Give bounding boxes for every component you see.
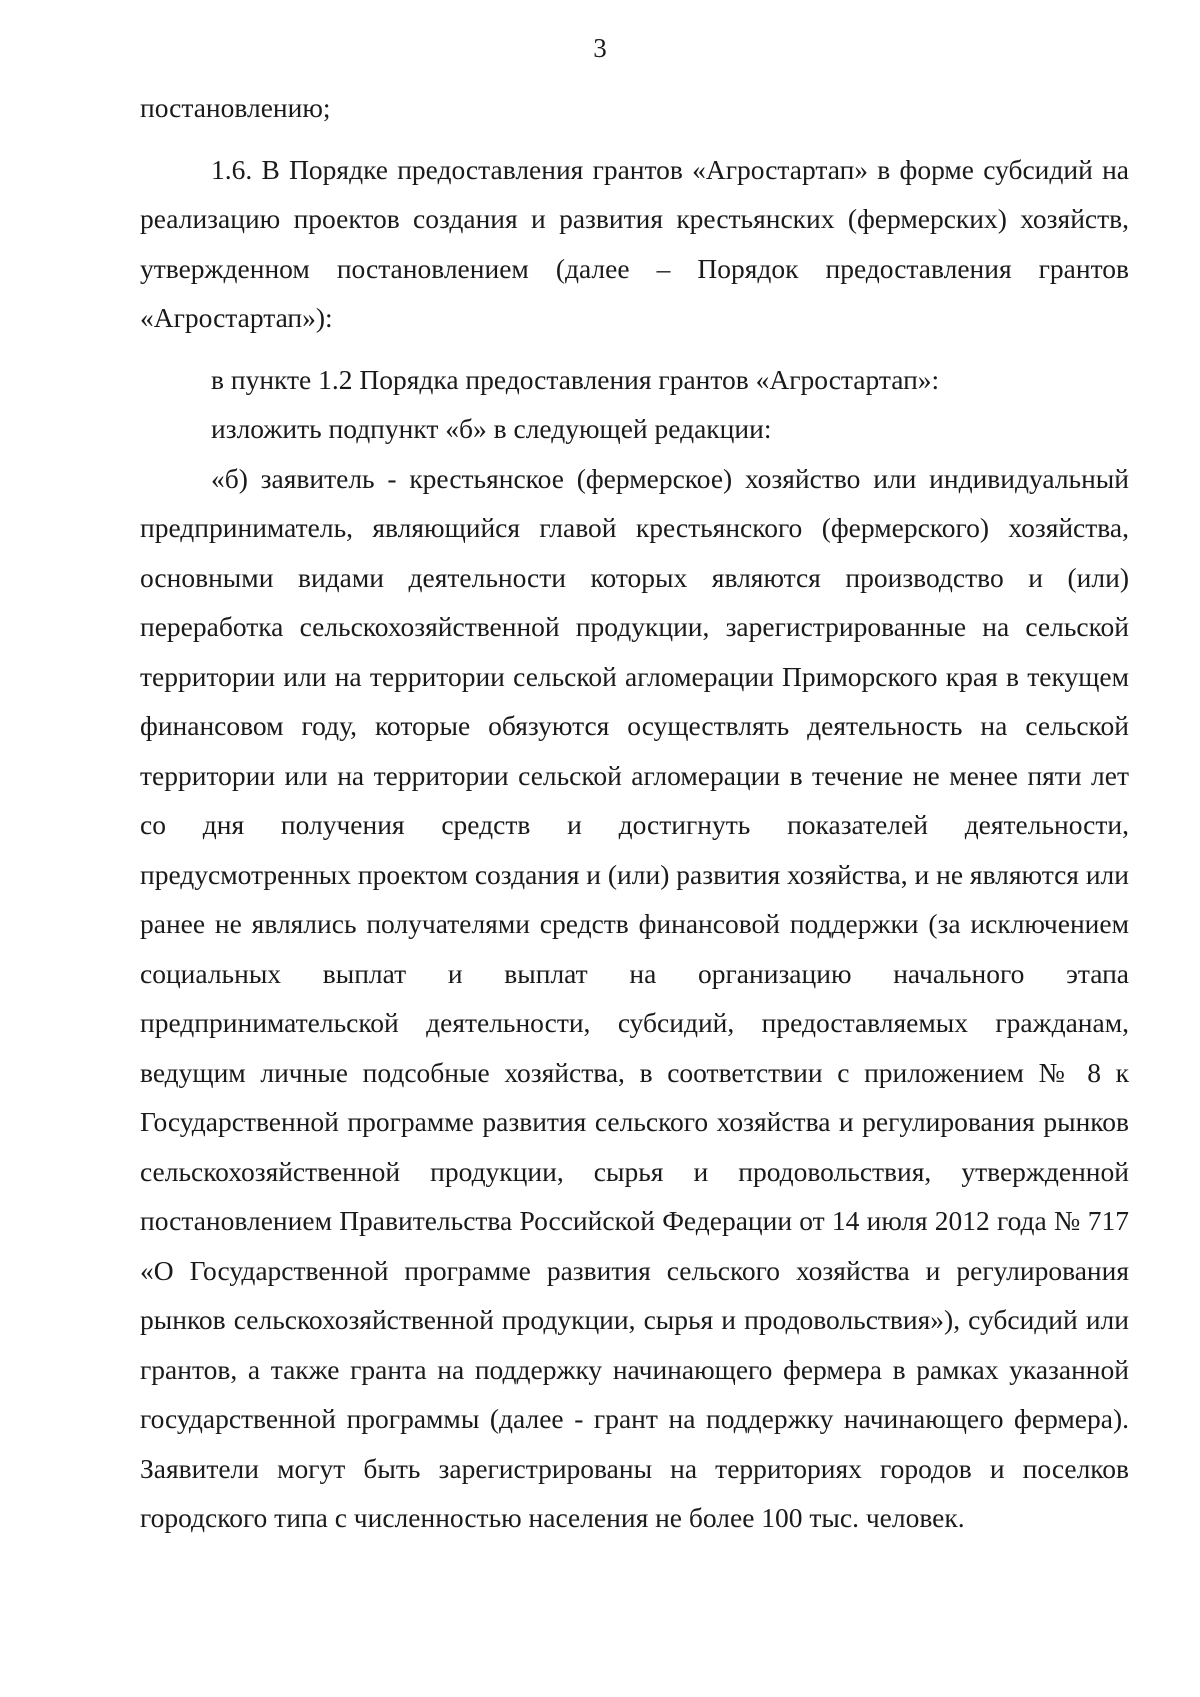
paragraph-gap bbox=[140, 343, 1129, 355]
document-body bbox=[140, 83, 1129, 1543]
paragraph-gap bbox=[140, 133, 1129, 145]
paragraph-subpoint-b-text: «б) заявитель - крестьянское (фермерское) хозяйство или индивидуальный предприниматель, являющийся главой крестьянского (фермерского) хозяйства, основными видами деятельности которых являются производство и (или) переработка сельскохозяйственной продукции, зарегистрированные на сельской территории или на территории сельской агломерации Приморского края в текущем финансовом году, которые обязуются осуществлять деятельность на сельской территории или на территории сельской агломерации в течение не менее пяти лет со дня получения средств и достигнуть показателей деятельности, предусмотренных проектом создания и (или) развития хозяйства, и не являются или ранее не являлись получателями средств финансовой поддержки (за исключением социальных выплат и выплат на организацию начального этапа предпринимательской деятельности, субсидий, предоставляемых гражданам, ведущим личные подсобные хозяйства, в соответствии с приложением № 8 к Государственной программе развития сельского хозяйства и регулирования рынков сельскохозяйственной продукции, сырья и продовольствия, утвержденной постановлением Правительства Российской Федерации от 14 июля 2012 года № 717 «О Государственной программе развития сельского хозяйства и регулирования рынков сельскохозяйственной продукции, сырья и продовольствия»), субсидий или грантов, а также гранта на поддержку начинающего фермера в рамках указанной государственной программы (далее - грант на поддержку начинающего фермера). Заявители могут быть зарегистрированы на территориях городов и поселков городского типа с численностью населения не более 100 тыс. человек. bbox=[140, 462, 1129, 1533]
paragraph-point-1-2: в пункте 1.2 Порядка предоставления грантов «Агростартап»: bbox=[211, 363, 940, 395]
paragraph-subpoint-instruction: изложить подпункт «б» в следующей редакции: bbox=[211, 413, 772, 444]
page-number: 3 bbox=[593, 33, 607, 63]
paragraph-continuation: постановлению; bbox=[140, 92, 331, 123]
paragraph-item-1-6: 1.6. В Порядке предоставления грантов «Агростартап» в форме субсидий на реализацию проектов создания и развития крестьянских (фермерских) хозяйств, утвержденном постановлением (далее – Порядок предоставления грантов «Агростартап»): bbox=[140, 153, 1129, 333]
